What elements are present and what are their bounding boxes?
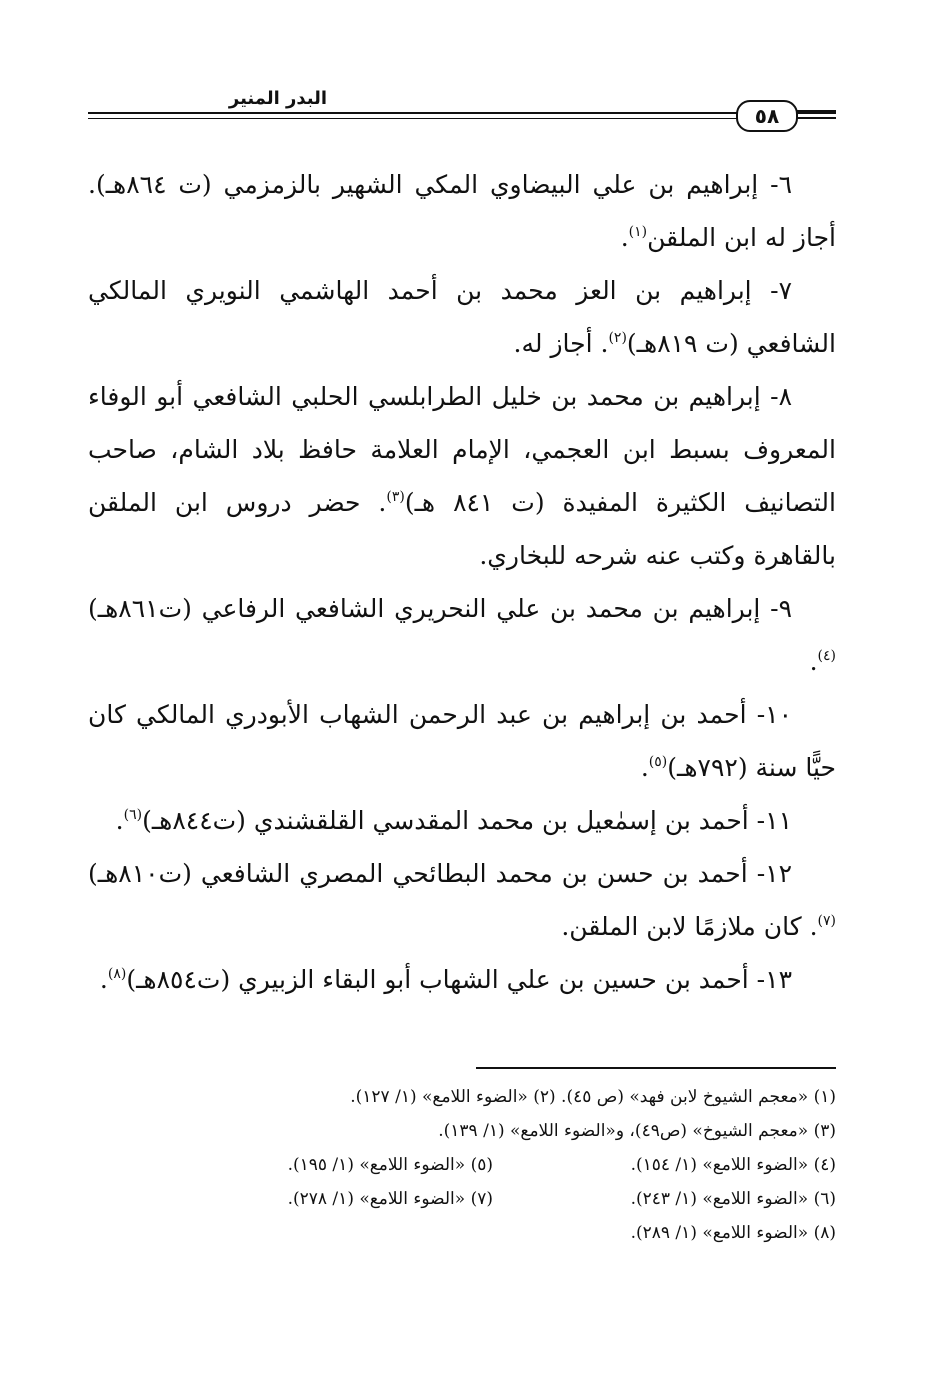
page-header (88, 86, 836, 142)
footnote-separator (476, 1067, 836, 1069)
footnote-marker: (٤) (817, 648, 836, 664)
entry-list (88, 158, 836, 1006)
footnotes (150, 1080, 836, 1250)
footnote-marker: (٨) (107, 966, 127, 982)
footnote-marker: (٥) (648, 754, 668, 770)
entry: ١١- أحمد بن إسمٰعيل بن محمد المقدسي القلقشندي (ت٨٤٤هـ)$^{(٦)}$. (115, 806, 792, 835)
footnote-marker: (١) (628, 224, 648, 240)
entry: ١٢- أحمد بن حسن بن محمد البطائحي المصري الشافعي (ت٨١٠هـ)$^{(٧)}$. كان ملازمًا لابن الملقن. (88, 859, 836, 941)
footnote-marker: (٧) (817, 913, 836, 929)
footnote-row (150, 1148, 836, 1182)
footnote-line: (٣) «معجم الشيوخ» (ص٤٩)، و«الضوء اللامع» (١/ ١٣٩). (438, 1121, 836, 1141)
footnote: (٤) «الضوء اللامع» (١/ ١٥٤). (630, 1155, 836, 1175)
footnote-marker: (٣) (386, 489, 405, 505)
header-rule (88, 112, 836, 114)
footnote-line: (١) «معجم الشيوخ لابن فهد» (ص ٤٥). (٢) «الضوء اللامع» (١/ ١٢٧). (350, 1087, 836, 1107)
entry: ٨- إبراهيم بن محمد بن خليل الطرابلسي الحلبي الشافعي أبو الوفاء المعروف بسبط ابن العجمي، الإمام العلامة حافظ بلاد الشام، صاحب التصانيف الكثيرة المفيدة (ت ٨٤١ هـ)$^{(٣)}$. حضر دروس ابن الملقن بالقاهرة وكتب عنه شرحه للبخاري. (88, 382, 836, 570)
header-rule-thin (88, 118, 836, 119)
entry: ٦- إبراهيم بن علي البيضاوي المكي الشهير بالزمزمي (ت ٨٦٤هـ). أجاز له ابن الملقن$^{(١)}$. (88, 170, 836, 252)
page-number: ٥٨ (736, 100, 798, 132)
entry: ٧- إبراهيم بن العز محمد بن أحمد الهاشمي النويري المالكي الشافعي (ت ٨١٩هـ)$^{(٢)}$. أجاز له. (88, 276, 836, 358)
running-title: البدر المنير (228, 88, 328, 109)
entry: ٩- إبراهيم بن محمد بن علي النحريري الشافعي الرفاعي (ت٨٦١هـ)$^{(٤)}$. (88, 594, 836, 676)
footnote-line: (٨) «الضوء اللامع» (١/ ٢٨٩). (630, 1223, 836, 1243)
footnote: (٧) «الضوء اللامع» (١/ ٢٧٨). (287, 1189, 493, 1209)
footnote-marker: (٦) (123, 807, 143, 823)
page-number-ornament (794, 110, 836, 112)
page-number-ornament (794, 117, 836, 119)
footnote: (٦) «الضوء اللامع» (١/ ٢٤٣). (630, 1189, 836, 1209)
footnote: (٥) «الضوء اللامع» (١/ ١٩٥). (287, 1155, 493, 1175)
footnote-row (150, 1182, 836, 1216)
footnote-marker: (٢) (608, 330, 627, 346)
entry: ١٠- أحمد بن إبراهيم بن عبد الرحمن الشهاب الأبودري المالكي كان حيًّا سنة (٧٩٢هـ)$^{(٥)}$. (88, 700, 836, 782)
entry: ١٣- أحمد بن حسين بن علي الشهاب أبو البقاء الزبيري (ت٨٥٤هـ)$^{(٨)}$. (99, 965, 792, 994)
